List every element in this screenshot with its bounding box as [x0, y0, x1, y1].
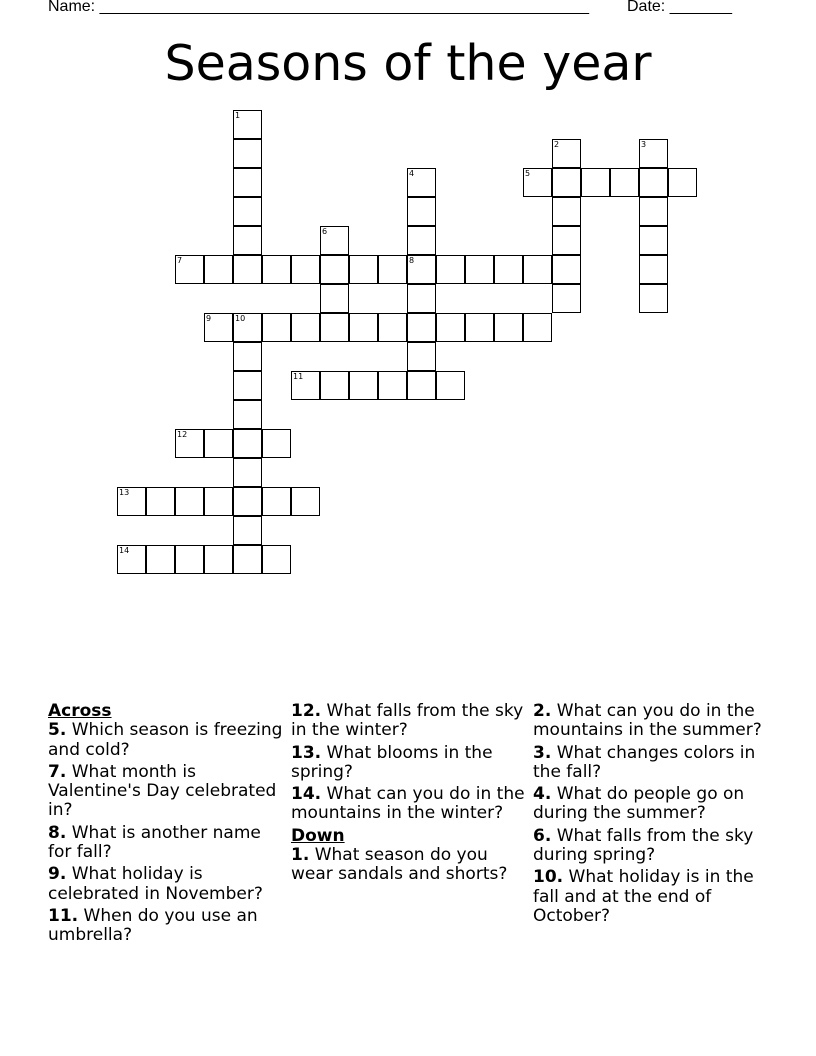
grid-cell[interactable] — [436, 313, 465, 342]
cell-number: 4 — [409, 169, 415, 178]
grid-cell[interactable] — [610, 168, 639, 197]
grid-cell[interactable] — [233, 313, 262, 342]
grid-cell[interactable] — [262, 255, 291, 284]
cell-number: 9 — [206, 314, 212, 323]
grid-cell[interactable] — [465, 255, 494, 284]
grid-cell[interactable] — [233, 458, 262, 487]
clue-number: 6. — [533, 825, 552, 846]
grid-cell[interactable] — [233, 400, 262, 429]
grid-cell[interactable] — [639, 168, 668, 197]
grid-cell[interactable] — [552, 168, 581, 197]
grid-cell[interactable] — [523, 168, 552, 197]
down-heading: Down — [291, 825, 345, 846]
grid-cell[interactable] — [175, 429, 204, 458]
clue-text: What month is Valentine's Day celebrated in? — [48, 761, 277, 821]
grid-cell[interactable] — [291, 255, 320, 284]
grid-cell[interactable] — [320, 371, 349, 400]
clue-column-1 — [48, 702, 284, 949]
grid-cell[interactable] — [639, 197, 668, 226]
grid-cell[interactable] — [349, 313, 378, 342]
grid-cell[interactable] — [407, 197, 436, 226]
grid-cell[interactable] — [262, 487, 291, 516]
grid-cell[interactable] — [407, 168, 436, 197]
grid-cell[interactable] — [233, 110, 262, 139]
clue-text: What falls from the sky during spring? — [533, 825, 754, 866]
clue-number: 14. — [291, 784, 322, 805]
grid-cell[interactable] — [233, 226, 262, 255]
clue-number: 11. — [48, 905, 79, 926]
clue-across-8 — [48, 824, 284, 863]
grid-cell[interactable] — [262, 545, 291, 574]
clue-number: 1. — [291, 845, 310, 866]
grid-cell[interactable] — [407, 371, 436, 400]
grid-cell[interactable] — [436, 371, 465, 400]
clue-down-2 — [533, 702, 769, 741]
clue-text: What falls from the sky in the winter? — [291, 701, 524, 741]
clue-number: 7. — [48, 761, 67, 782]
grid-cell[interactable] — [552, 139, 581, 168]
grid-cell[interactable] — [407, 284, 436, 313]
grid-cell[interactable] — [117, 545, 146, 574]
clue-text: What holiday is in the fall and at the end of October? — [533, 867, 754, 926]
grid-cell[interactable] — [523, 255, 552, 284]
clue-text: Which season is freezing and cold? — [48, 720, 283, 760]
grid-cell[interactable] — [320, 313, 349, 342]
grid-cell[interactable] — [175, 545, 204, 574]
grid-cell[interactable] — [639, 284, 668, 313]
clue-text: When do you use an umbrella? — [48, 905, 258, 946]
clue-down-1 — [291, 846, 527, 885]
clue-across-13 — [291, 744, 527, 783]
grid-cell[interactable] — [233, 487, 262, 516]
date-field-line[interactable]: Date: _______ — [627, 0, 732, 15]
clue-number: 13. — [291, 742, 322, 763]
cell-number: 3 — [641, 140, 647, 149]
clue-number: 12. — [291, 701, 322, 721]
grid-cell[interactable] — [262, 313, 291, 342]
grid-cell[interactable] — [378, 313, 407, 342]
cell-number: 12 — [177, 430, 188, 439]
cell-number: 5 — [525, 169, 531, 178]
grid-cell[interactable] — [204, 255, 233, 284]
grid-cell[interactable] — [407, 226, 436, 255]
grid-cell[interactable] — [523, 313, 552, 342]
grid-cell[interactable] — [639, 255, 668, 284]
grid-cell[interactable] — [233, 168, 262, 197]
grid-cell[interactable] — [233, 255, 262, 284]
grid-cell[interactable] — [233, 342, 262, 371]
cell-number: 6 — [322, 227, 328, 236]
clue-across-11 — [48, 907, 284, 946]
grid-cell[interactable] — [175, 487, 204, 516]
clue-number: 5. — [48, 720, 67, 741]
cell-number: 1 — [235, 111, 241, 120]
clue-text: What can you do in the mountains in the winter? — [291, 784, 525, 824]
grid-cell[interactable] — [204, 487, 233, 516]
grid-cell[interactable] — [204, 545, 233, 574]
clue-number: 3. — [533, 742, 552, 763]
clue-number: 2. — [533, 701, 552, 721]
clue-number: 9. — [48, 864, 67, 885]
grid-cell[interactable] — [233, 197, 262, 226]
grid-cell[interactable] — [233, 139, 262, 168]
clue-text: What do people go on during the summer? — [533, 784, 745, 824]
grid-cell[interactable] — [233, 429, 262, 458]
grid-cell[interactable] — [407, 342, 436, 371]
grid-cell[interactable] — [494, 313, 523, 342]
across-heading: Across — [48, 701, 112, 721]
cell-number: 8 — [409, 256, 415, 265]
grid-cell[interactable] — [494, 255, 523, 284]
clue-down-4 — [533, 785, 769, 824]
grid-cell[interactable] — [378, 255, 407, 284]
grid-cell[interactable] — [291, 487, 320, 516]
grid-cell[interactable] — [552, 284, 581, 313]
grid-cell[interactable] — [465, 313, 494, 342]
grid-cell[interactable] — [204, 429, 233, 458]
grid-cell[interactable] — [262, 429, 291, 458]
cell-number: 11 — [293, 372, 304, 381]
grid-cell[interactable] — [204, 313, 233, 342]
cell-number: 10 — [235, 314, 246, 323]
grid-cell[interactable] — [581, 168, 610, 197]
grid-cell[interactable] — [233, 516, 262, 545]
clue-text: What holiday is celebrated in November? — [48, 864, 263, 904]
clue-text: What is another name for fall? — [48, 822, 261, 863]
clue-text: What blooms in the spring? — [291, 742, 493, 782]
grid-cell[interactable] — [639, 226, 668, 255]
clue-across-5 — [48, 721, 284, 760]
clue-down-10 — [533, 868, 769, 926]
cell-number: 14 — [119, 546, 130, 555]
grid-cell[interactable] — [233, 545, 262, 574]
grid-cell[interactable] — [407, 313, 436, 342]
clue-across-12 — [291, 702, 527, 741]
grid-cell[interactable] — [378, 371, 407, 400]
grid-cell[interactable] — [407, 255, 436, 284]
grid-cell[interactable] — [668, 168, 697, 197]
grid-cell[interactable] — [552, 226, 581, 255]
clue-column-2 — [291, 702, 527, 888]
grid-cell[interactable] — [349, 255, 378, 284]
grid-cell[interactable] — [291, 313, 320, 342]
grid-cell[interactable] — [146, 545, 175, 574]
clue-text: What changes colors in the fall? — [533, 742, 756, 782]
clue-across-7 — [48, 763, 284, 821]
clue-number: 10. — [533, 867, 564, 888]
page-title: Seasons of the year — [164, 35, 652, 92]
grid-cell[interactable] — [639, 139, 668, 168]
name-field-line[interactable]: Name: _______________________________________________________ — [48, 0, 589, 15]
clue-down-6 — [533, 827, 769, 866]
clue-column-3 — [533, 702, 769, 929]
grid-cell[interactable] — [320, 255, 349, 284]
clue-across-9 — [48, 865, 284, 904]
grid-cell[interactable] — [146, 487, 175, 516]
cell-number: 13 — [119, 488, 130, 497]
clue-text: What season do you wear sandals and shorts? — [291, 845, 508, 885]
cell-number: 2 — [554, 140, 560, 149]
grid-cell[interactable] — [320, 226, 349, 255]
grid-cell[interactable] — [552, 197, 581, 226]
grid-cell[interactable] — [552, 255, 581, 284]
clue-number: 4. — [533, 784, 552, 805]
grid-cell[interactable] — [175, 255, 204, 284]
grid-cell[interactable] — [117, 487, 146, 516]
clue-across-14 — [291, 785, 527, 824]
clue-text: What can you do in the mountains in the summer? — [533, 701, 762, 741]
grid-cell[interactable] — [320, 284, 349, 313]
grid-cell[interactable] — [291, 371, 320, 400]
grid-cell[interactable] — [349, 371, 378, 400]
clue-number: 8. — [48, 822, 67, 843]
grid-cell[interactable] — [436, 255, 465, 284]
cell-number: 7 — [177, 256, 183, 265]
clue-down-3 — [533, 744, 769, 783]
grid-cell[interactable] — [233, 371, 262, 400]
